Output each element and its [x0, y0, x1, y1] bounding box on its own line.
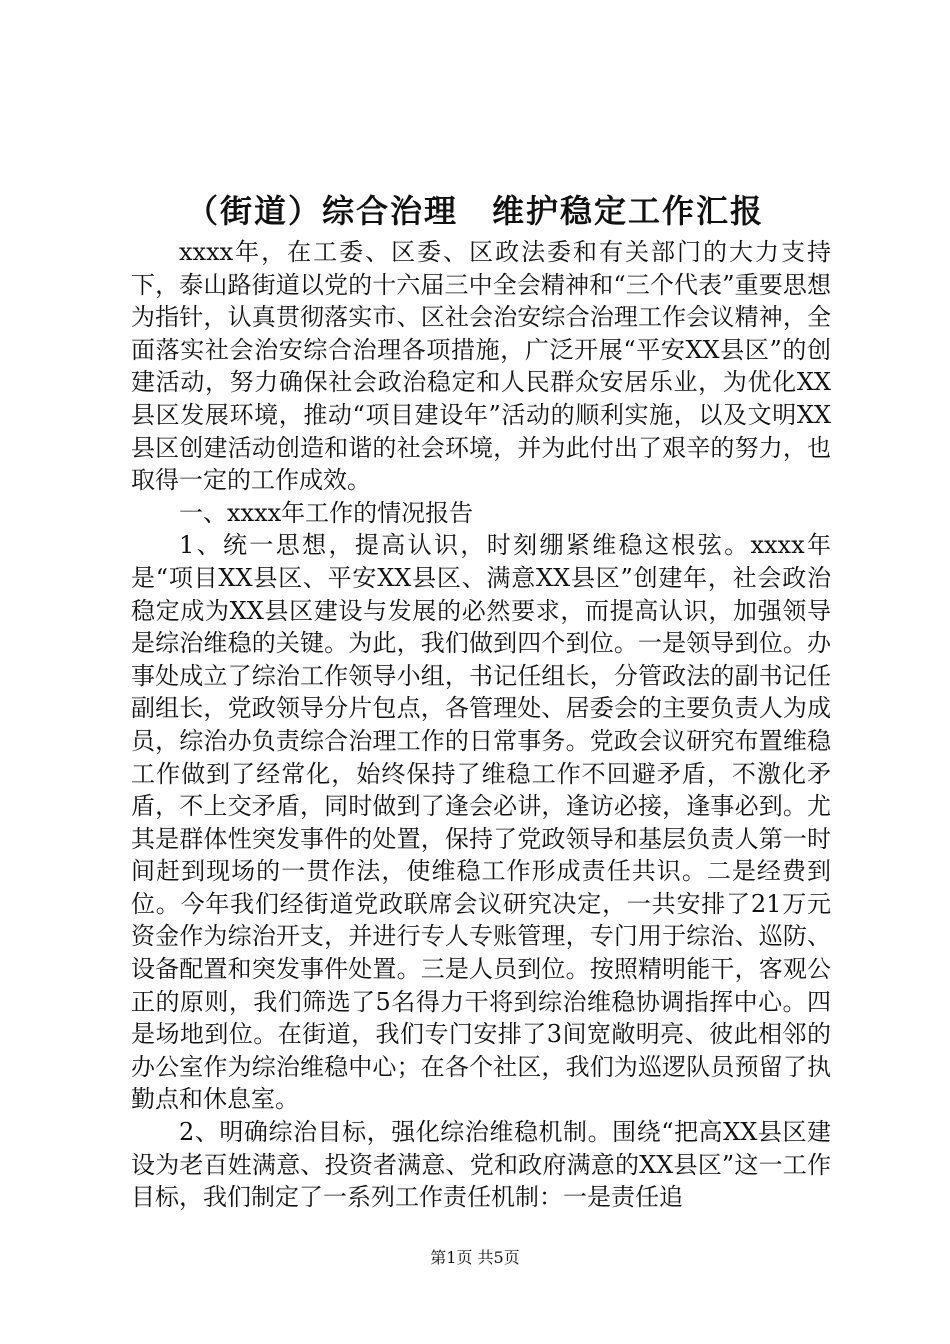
- paragraph-item-1: 1、统一思想，提高认识，时刻绷紧维稳这根弦。xxxx年是“项目XX县区、平安XX县区、满意XX县区”创建年，社会政治稳定成为XX县区建设与发展的必然要求，而提高认识，加强领导是综治维稳的关键。为此，我们做到四个到位。一是领导到位。办事处成立了综治工作领导小组，书记任组长，分管政法的副书记任副组长，党政领导分片包点，各管理处、居委会的主要负责人为成员，综治办负责综合治理工作的日常事务。党政会议研究布置维稳工作做到了经常化，始终保持了维稳工作不回避矛盾，不激化矛盾，不上交矛盾，同时做到了逢会必讲，逢访必接，逢事必到。尤其是群体性突发事件的处置，保持了党政领导和基层负责人第一时间赶到现场的一贯作法，使维稳工作形成责任共识。二是经费到位。今年我们经街道党政联席会议研究决定，一共安排了21万元资金作为综治开支，并进行专人专账管理，专门用于综治、巡防、设备配置和突发事件处置。三是人员到位。按照精明能干，客观公正的原则，我们筛选了5名得力干将到综治维稳协调指挥中心。四是场地到位。在街道，我们专门安排了3间宽敞明亮、彼此相邻的办公室作为综治维稳中心；在各个社区，我们为巡逻队员预留了执勤点和休息室。: [131, 531, 831, 1114]
- paragraph-intro: xxxx年，在工委、区委、区政法委和有关部门的大力支持下，泰山路街道以党的十六届三中全会精神和“三个代表”重要思想为指针，认真贯彻落实市、区社会治安综合治理工作会议精神，全面落实社会治安综合治理各项措施，广泛开展“平安XX县区”的创建活动，努力确保社会政治稳定和人民群众安居乐业，为优化XX县区发展环境，推动“项目建设年”活动的顺利实施，以及文明XX县区创建活动创造和谐的社会环境，并为此付出了艰辛的努力，也取得一定的工作成效。: [131, 238, 831, 495]
- paragraph-item-2: 2、明确综治目标，强化综治维稳机制。围绕“把高XX县区建设为老百姓满意、投资者满意、党和政府满意的XX县区”这一工作目标，我们制定了一系列工作责任机制：一是责任追: [131, 1118, 831, 1212]
- document-title: （街道）综合治理 维护稳定工作汇报: [185, 192, 764, 230]
- section-heading: 一、xxxx年工作的情况报告: [179, 498, 474, 527]
- document-body: [131, 236, 831, 1214]
- page-footer: 第1页 共5页: [430, 1248, 520, 1267]
